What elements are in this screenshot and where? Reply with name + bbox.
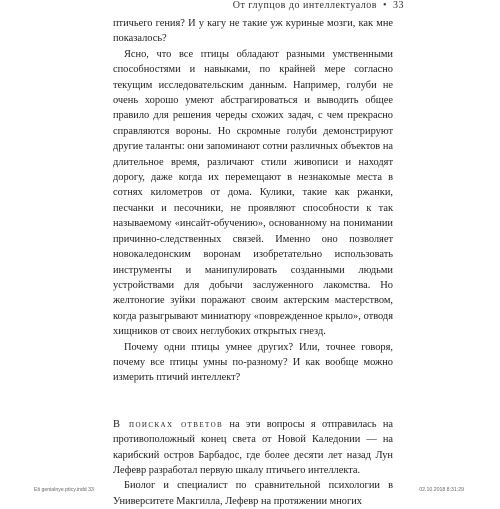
slug-date: 02.10.2018 8:31:29 [419,487,464,493]
paragraph-text: на эти вопросы я отправилась на противоположный конец света от Новой Каледонии — на карибский остров Барбадос, где более десяти лет назад Лун Лефевр разработал первую шкалу птичьего интеллекта. [113,418,393,476]
page-number: 33 [393,0,404,11]
section-break [113,386,393,417]
running-head [233,0,404,12]
body-text [113,16,393,509]
chapter-title: От глупцов до интеллектуалов [232,0,377,11]
paragraph-continuation: птичьего гения? И у кагу не такие уж куриные мозги, как мне показалось? [113,18,393,45]
header-separator: • [382,0,387,11]
section-opening-paragraph [113,417,393,479]
slug-filename: Eti genialnye pticy.indd 33 [34,487,94,493]
paragraph: Ясно, что все птицы обладают разными умственными способностями и навыками, по крайней мере согласно текущим исследовательским данным. Например, голуби не очень хорошо умеют абстрагироваться и выводить общее правило для решения череды схожих задач, с чем прекрасно справляются вороны. Но скромные голуби демонстрируют другие таланты: они запоминают сотни различных объектов на длительное время, различают стили живописи и находят дорогу, даже когда их перемещают в незнакомые места в сотнях километров от дома. Кулики, такие как ржанки, песчанки и песочники, не проявляют способности к так называемому «инсайт-обучению», основанному на понимании причинно-следственных связей. Именно оно позволяет новокаледонским воронам изобретательно использовать инструменты и манипулировать созданными людьми устройствами для добычи заслуженного лакомства. Но желтоногие зуйки поражают своим актерским мастерством, когда разыгрывают миниатюру «поврежденное крыло», отводя хищников от своих неглубоких открытых гнезд. [113,48,393,338]
paragraph: Почему одни птицы умнее других? Или, точнее говоря, почему все птицы умны по-разному? И как вообще можно измерить птичий интеллект? [113,341,393,384]
paragraph: Биолог и специалист по сравнительной психологии в Университете Макгилла, Лефевр на протяжении многих [113,480,393,507]
print-slug [0,487,500,497]
lead-in-small-caps: В поисках ответов [113,418,224,430]
